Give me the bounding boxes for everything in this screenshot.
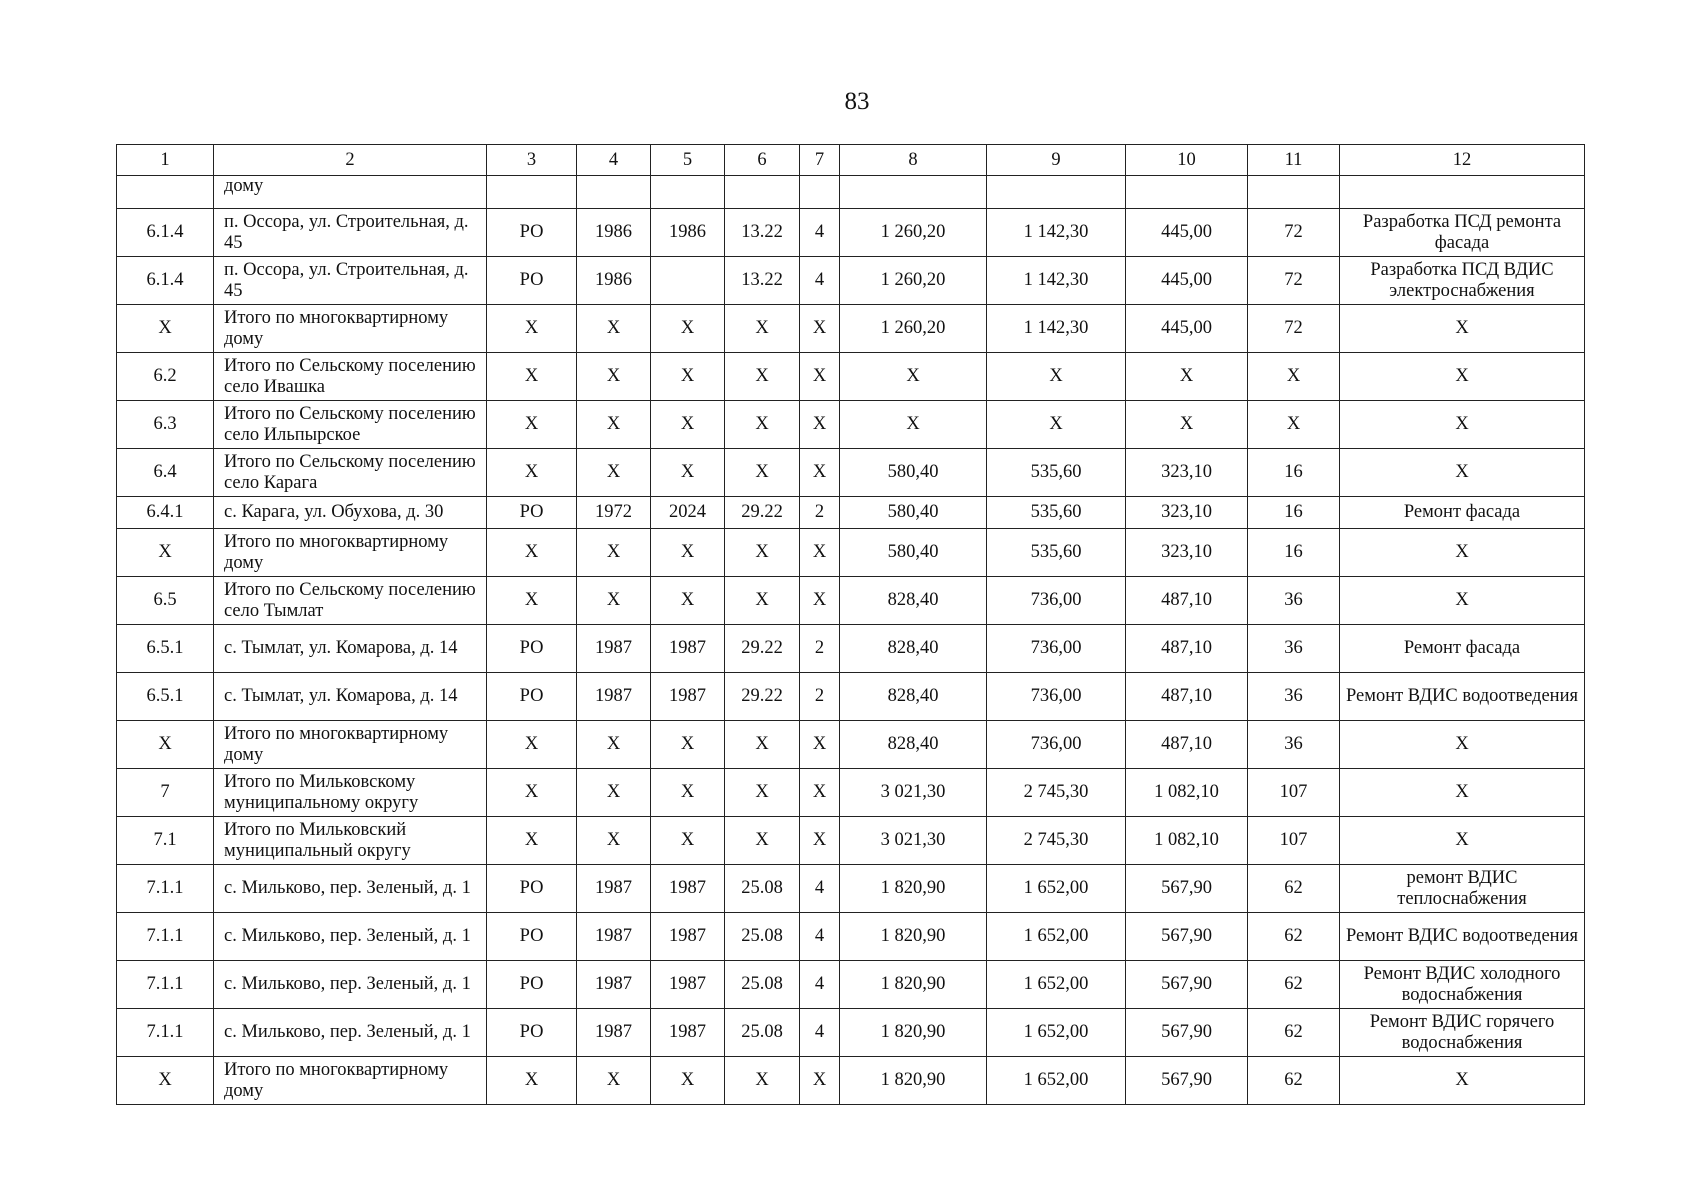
cell-work-type: Х [1340, 401, 1585, 449]
cell-address: с. Мильково, пер. Зеленый, д. 1 [214, 865, 487, 913]
cell-code: Х [725, 817, 800, 865]
cell-num: Х [117, 721, 214, 769]
cell-year-built: 1987 [577, 625, 651, 673]
cell-area-common: 487,10 [1126, 577, 1248, 625]
cell-num: 7 [117, 769, 214, 817]
cell-work-type: Х [1340, 817, 1585, 865]
cell-area-living: 2 745,30 [987, 769, 1126, 817]
cell-residents [1248, 176, 1340, 209]
cell-address: Итого по Сельскому поселению село Ильпырское [214, 401, 487, 449]
cell-owner: Х [487, 769, 577, 817]
header-cell-1: 1 [117, 145, 214, 176]
cell-owner: РО [487, 865, 577, 913]
cell-work-type: Ремонт фасада [1340, 625, 1585, 673]
cell-work-type: Х [1340, 769, 1585, 817]
cell-code: 29.22 [725, 673, 800, 721]
cell-area-total: 828,40 [840, 577, 987, 625]
cell-address: Итого по многоквартирному дому [214, 721, 487, 769]
cell-year-built: 1987 [577, 961, 651, 1009]
cell-residents: 62 [1248, 913, 1340, 961]
cell-work-type: Х [1340, 577, 1585, 625]
cell-area-living: 736,00 [987, 721, 1126, 769]
cell-num: 7.1 [117, 817, 214, 865]
cell-floors: 2 [800, 625, 840, 673]
cell-area-common: 445,00 [1126, 209, 1248, 257]
table-row [117, 305, 1585, 353]
cell-year-built: 1986 [577, 209, 651, 257]
table-row [117, 721, 1585, 769]
cell-area-common: 445,00 [1126, 305, 1248, 353]
cell-floors: 4 [800, 257, 840, 305]
cell-area-total: 1 820,90 [840, 913, 987, 961]
cell-owner: Х [487, 1057, 577, 1105]
cell-floors: 4 [800, 209, 840, 257]
cell-area-common: Х [1126, 401, 1248, 449]
cell-residents: 16 [1248, 449, 1340, 497]
cell-year-repair: Х [651, 769, 725, 817]
header-cell-5: 5 [651, 145, 725, 176]
cell-area-total: 1 260,20 [840, 257, 987, 305]
cell-owner: РО [487, 257, 577, 305]
cell-year-built: Х [577, 1057, 651, 1105]
cell-address: с. Тымлат, ул. Комарова, д. 14 [214, 673, 487, 721]
cell-year-repair: Х [651, 449, 725, 497]
cell-floors: 4 [800, 1009, 840, 1057]
cell-floors: 2 [800, 497, 840, 529]
cell-work-type: Ремонт ВДИС водоотведения [1340, 913, 1585, 961]
cell-year-built: Х [577, 769, 651, 817]
cell-area-common: 487,10 [1126, 673, 1248, 721]
cell-area-common: Х [1126, 353, 1248, 401]
cell-num: 7.1.1 [117, 961, 214, 1009]
cell-year-repair: Х [651, 401, 725, 449]
cell-year-built: 1986 [577, 257, 651, 305]
cell-residents: 107 [1248, 769, 1340, 817]
cell-address: Итого по Сельскому поселению село Тымлат [214, 577, 487, 625]
cell-residents: 72 [1248, 257, 1340, 305]
cell-code: 13.22 [725, 257, 800, 305]
cell-code: Х [725, 721, 800, 769]
cell-area-living: 1 652,00 [987, 1057, 1126, 1105]
cell-area-total: 1 820,90 [840, 865, 987, 913]
header-cell-3: 3 [487, 145, 577, 176]
cell-year-repair: Х [651, 577, 725, 625]
table-row [117, 209, 1585, 257]
cell-floors: 2 [800, 673, 840, 721]
header-cell-12: 12 [1340, 145, 1585, 176]
cell-residents: Х [1248, 401, 1340, 449]
cell-year-built: Х [577, 401, 651, 449]
cell-owner: Х [487, 353, 577, 401]
cell-address: Итого по Мильковскому муниципальному округу [214, 769, 487, 817]
cell-residents: 36 [1248, 625, 1340, 673]
cell-area-common: 567,90 [1126, 961, 1248, 1009]
cell-area-living: 1 142,30 [987, 257, 1126, 305]
table-row [117, 1057, 1585, 1105]
header-cell-2: 2 [214, 145, 487, 176]
cell-area-total: 580,40 [840, 529, 987, 577]
cell-residents: Х [1248, 353, 1340, 401]
cell-num: 6.3 [117, 401, 214, 449]
cell-year-repair: Х [651, 305, 725, 353]
cell-area-total: 1 820,90 [840, 961, 987, 1009]
cell-year-repair: 1987 [651, 625, 725, 673]
cell-work-type: Х [1340, 449, 1585, 497]
cell-floors [800, 176, 840, 209]
cell-area-total: 3 021,30 [840, 769, 987, 817]
cell-year-repair: 1987 [651, 1009, 725, 1057]
cell-owner: Х [487, 449, 577, 497]
header-cell-10: 10 [1126, 145, 1248, 176]
cell-owner: РО [487, 625, 577, 673]
cell-area-common: 487,10 [1126, 721, 1248, 769]
cell-area-living: 736,00 [987, 625, 1126, 673]
cell-floors: Х [800, 577, 840, 625]
cell-num: 6.1.4 [117, 209, 214, 257]
table-header-row [117, 145, 1585, 176]
cell-work-type: Х [1340, 305, 1585, 353]
cell-floors: Х [800, 529, 840, 577]
cell-area-living: Х [987, 353, 1126, 401]
cell-code: Х [725, 449, 800, 497]
cell-area-living: 1 652,00 [987, 961, 1126, 1009]
header-cell-11: 11 [1248, 145, 1340, 176]
cell-year-repair: Х [651, 353, 725, 401]
cell-code: 29.22 [725, 497, 800, 529]
cell-floors: Х [800, 401, 840, 449]
cell-area-total: 580,40 [840, 449, 987, 497]
cell-area-living: 535,60 [987, 497, 1126, 529]
cell-floors: Х [800, 353, 840, 401]
cell-year-built: 1987 [577, 865, 651, 913]
cell-work-type: Ремонт фасада [1340, 497, 1585, 529]
cell-area-common: 323,10 [1126, 529, 1248, 577]
cell-work-type: Ремонт ВДИС холодного водоснабжения [1340, 961, 1585, 1009]
cell-address: Итого по Мильковский муниципальный округу [214, 817, 487, 865]
cell-address: с. Мильково, пер. Зеленый, д. 1 [214, 1009, 487, 1057]
cell-area-common [1126, 176, 1248, 209]
cell-area-common: 323,10 [1126, 449, 1248, 497]
cell-num: 7.1.1 [117, 865, 214, 913]
cell-owner: РО [487, 1009, 577, 1057]
cell-num: 6.5 [117, 577, 214, 625]
cell-residents: 16 [1248, 529, 1340, 577]
table-row [117, 961, 1585, 1009]
cell-work-type: Разработка ПСД ВДИС электроснабжения [1340, 257, 1585, 305]
cell-area-total: 1 260,20 [840, 305, 987, 353]
cell-num [117, 176, 214, 209]
cell-code: Х [725, 353, 800, 401]
cell-address: с. Мильково, пер. Зеленый, д. 1 [214, 961, 487, 1009]
cell-floors: 4 [800, 913, 840, 961]
cell-num: 6.4.1 [117, 497, 214, 529]
cell-year-repair: 1987 [651, 913, 725, 961]
cell-area-total: Х [840, 401, 987, 449]
table-row [117, 913, 1585, 961]
cell-year-repair [651, 176, 725, 209]
cell-area-common: 567,90 [1126, 1009, 1248, 1057]
cell-address: с. Мильково, пер. Зеленый, д. 1 [214, 913, 487, 961]
data-table [116, 144, 1585, 1105]
cell-owner [487, 176, 577, 209]
cell-area-total: 3 021,30 [840, 817, 987, 865]
cell-num: 6.2 [117, 353, 214, 401]
cell-work-type [1340, 176, 1585, 209]
cell-area-living: Х [987, 401, 1126, 449]
table-row [117, 817, 1585, 865]
cell-area-common: 567,90 [1126, 865, 1248, 913]
cell-residents: 72 [1248, 209, 1340, 257]
cell-num: 6.4 [117, 449, 214, 497]
table-row [117, 401, 1585, 449]
cell-year-repair: 2024 [651, 497, 725, 529]
cell-year-built: Х [577, 529, 651, 577]
cell-area-common: 1 082,10 [1126, 769, 1248, 817]
cell-year-built: Х [577, 305, 651, 353]
cell-area-living: 535,60 [987, 449, 1126, 497]
cell-address: с. Тымлат, ул. Комарова, д. 14 [214, 625, 487, 673]
table-row [117, 769, 1585, 817]
cell-area-common: 1 082,10 [1126, 817, 1248, 865]
cell-owner: Х [487, 721, 577, 769]
cell-work-type: Ремонт ВДИС водоотведения [1340, 673, 1585, 721]
cell-code: Х [725, 769, 800, 817]
cell-owner: Х [487, 817, 577, 865]
cell-work-type: Х [1340, 721, 1585, 769]
cell-area-total: 580,40 [840, 497, 987, 529]
cell-year-repair: 1987 [651, 865, 725, 913]
cell-address: Итого по Сельскому поселению село Карага [214, 449, 487, 497]
cell-year-built: 1987 [577, 673, 651, 721]
cell-year-built: Х [577, 353, 651, 401]
cell-area-total: 1 260,20 [840, 209, 987, 257]
cell-floors: Х [800, 1057, 840, 1105]
cell-owner: РО [487, 209, 577, 257]
cell-area-living: 1 142,30 [987, 305, 1126, 353]
cell-area-total: 1 820,90 [840, 1009, 987, 1057]
cell-owner: Х [487, 401, 577, 449]
table-row [117, 449, 1585, 497]
cell-residents: 62 [1248, 961, 1340, 1009]
cell-code: 13.22 [725, 209, 800, 257]
cell-year-repair: 1986 [651, 209, 725, 257]
cell-residents: 36 [1248, 577, 1340, 625]
cell-area-total: 828,40 [840, 673, 987, 721]
cell-code [725, 176, 800, 209]
cell-area-total [840, 176, 987, 209]
cell-num: 7.1.1 [117, 913, 214, 961]
cell-address: Итого по многоквартирному дому [214, 529, 487, 577]
cell-year-built: Х [577, 577, 651, 625]
cell-area-total: 1 820,90 [840, 1057, 987, 1105]
cell-area-living [987, 176, 1126, 209]
cell-residents: 107 [1248, 817, 1340, 865]
cell-code: 25.08 [725, 913, 800, 961]
cell-num: 6.1.4 [117, 257, 214, 305]
cell-floors: Х [800, 769, 840, 817]
cell-residents: 62 [1248, 1009, 1340, 1057]
cell-year-built: Х [577, 721, 651, 769]
cell-work-type: Х [1340, 353, 1585, 401]
cell-work-type: Х [1340, 1057, 1585, 1105]
cell-owner: РО [487, 961, 577, 1009]
cell-address: дому [214, 176, 487, 209]
cell-year-repair: Х [651, 817, 725, 865]
table-row [117, 1009, 1585, 1057]
cell-area-common: 567,90 [1126, 913, 1248, 961]
cell-residents: 36 [1248, 673, 1340, 721]
cell-year-repair: Х [651, 529, 725, 577]
cell-area-living: 535,60 [987, 529, 1126, 577]
cell-work-type: Х [1340, 529, 1585, 577]
cell-code: Х [725, 305, 800, 353]
cell-num: Х [117, 1057, 214, 1105]
cell-code: 25.08 [725, 1009, 800, 1057]
cell-code: 25.08 [725, 961, 800, 1009]
cell-area-total: 828,40 [840, 721, 987, 769]
cell-floors: Х [800, 721, 840, 769]
header-cell-4: 4 [577, 145, 651, 176]
cell-address: п. Оссора, ул. Строительная, д. 45 [214, 257, 487, 305]
cell-owner: РО [487, 673, 577, 721]
table-row [117, 176, 1585, 209]
cell-year-repair: Х [651, 721, 725, 769]
cell-residents: 62 [1248, 865, 1340, 913]
cell-work-type: Разработка ПСД ремонта фасада [1340, 209, 1585, 257]
table-row [117, 865, 1585, 913]
cell-year-repair [651, 257, 725, 305]
cell-area-living: 1 142,30 [987, 209, 1126, 257]
cell-year-repair: 1987 [651, 961, 725, 1009]
cell-year-repair: Х [651, 1057, 725, 1105]
cell-floors: Х [800, 305, 840, 353]
cell-year-built: 1987 [577, 1009, 651, 1057]
cell-owner: Х [487, 305, 577, 353]
cell-area-living: 1 652,00 [987, 865, 1126, 913]
table-row [117, 353, 1585, 401]
table-row [117, 497, 1585, 529]
cell-num: 7.1.1 [117, 1009, 214, 1057]
cell-code: Х [725, 577, 800, 625]
cell-area-total: 828,40 [840, 625, 987, 673]
table-row [117, 257, 1585, 305]
header-cell-8: 8 [840, 145, 987, 176]
cell-address: Итого по многоквартирному дому [214, 305, 487, 353]
cell-owner: РО [487, 913, 577, 961]
cell-owner: Х [487, 529, 577, 577]
cell-num: 6.5.1 [117, 673, 214, 721]
cell-address: Итого по Сельскому поселению село Ивашка [214, 353, 487, 401]
cell-area-total: Х [840, 353, 987, 401]
cell-floors: Х [800, 817, 840, 865]
cell-year-repair: 1987 [651, 673, 725, 721]
table-row [117, 625, 1585, 673]
cell-address: п. Оссора, ул. Строительная, д. 45 [214, 209, 487, 257]
cell-year-built: 1972 [577, 497, 651, 529]
cell-owner: РО [487, 497, 577, 529]
cell-year-built: Х [577, 449, 651, 497]
cell-code: Х [725, 401, 800, 449]
cell-area-common: 323,10 [1126, 497, 1248, 529]
cell-residents: 62 [1248, 1057, 1340, 1105]
cell-year-built: 1987 [577, 913, 651, 961]
page-number: 83 [844, 88, 870, 115]
table-row [117, 529, 1585, 577]
cell-code: Х [725, 1057, 800, 1105]
cell-address: Итого по многоквартирному дому [214, 1057, 487, 1105]
header-cell-9: 9 [987, 145, 1126, 176]
cell-residents: 36 [1248, 721, 1340, 769]
cell-residents: 72 [1248, 305, 1340, 353]
cell-work-type: Ремонт ВДИС горячего водоснабжения [1340, 1009, 1585, 1057]
cell-year-built: Х [577, 817, 651, 865]
header-cell-7: 7 [800, 145, 840, 176]
cell-owner: Х [487, 577, 577, 625]
cell-num: 6.5.1 [117, 625, 214, 673]
table-row [117, 673, 1585, 721]
table-row [117, 577, 1585, 625]
cell-area-living: 2 745,30 [987, 817, 1126, 865]
cell-work-type: ремонт ВДИС теплоснабжения [1340, 865, 1585, 913]
cell-num: Х [117, 305, 214, 353]
cell-num: Х [117, 529, 214, 577]
cell-area-common: 567,90 [1126, 1057, 1248, 1105]
cell-area-living: 736,00 [987, 673, 1126, 721]
cell-area-common: 445,00 [1126, 257, 1248, 305]
cell-code: Х [725, 529, 800, 577]
header-cell-6: 6 [725, 145, 800, 176]
cell-area-living: 1 652,00 [987, 913, 1126, 961]
cell-area-living: 1 652,00 [987, 1009, 1126, 1057]
cell-area-common: 487,10 [1126, 625, 1248, 673]
cell-floors: 4 [800, 865, 840, 913]
cell-floors: 4 [800, 961, 840, 1009]
cell-year-built [577, 176, 651, 209]
cell-area-living: 736,00 [987, 577, 1126, 625]
cell-code: 25.08 [725, 865, 800, 913]
cell-address: с. Карага, ул. Обухова, д. 30 [214, 497, 487, 529]
cell-floors: Х [800, 449, 840, 497]
cell-code: 29.22 [725, 625, 800, 673]
cell-residents: 16 [1248, 497, 1340, 529]
